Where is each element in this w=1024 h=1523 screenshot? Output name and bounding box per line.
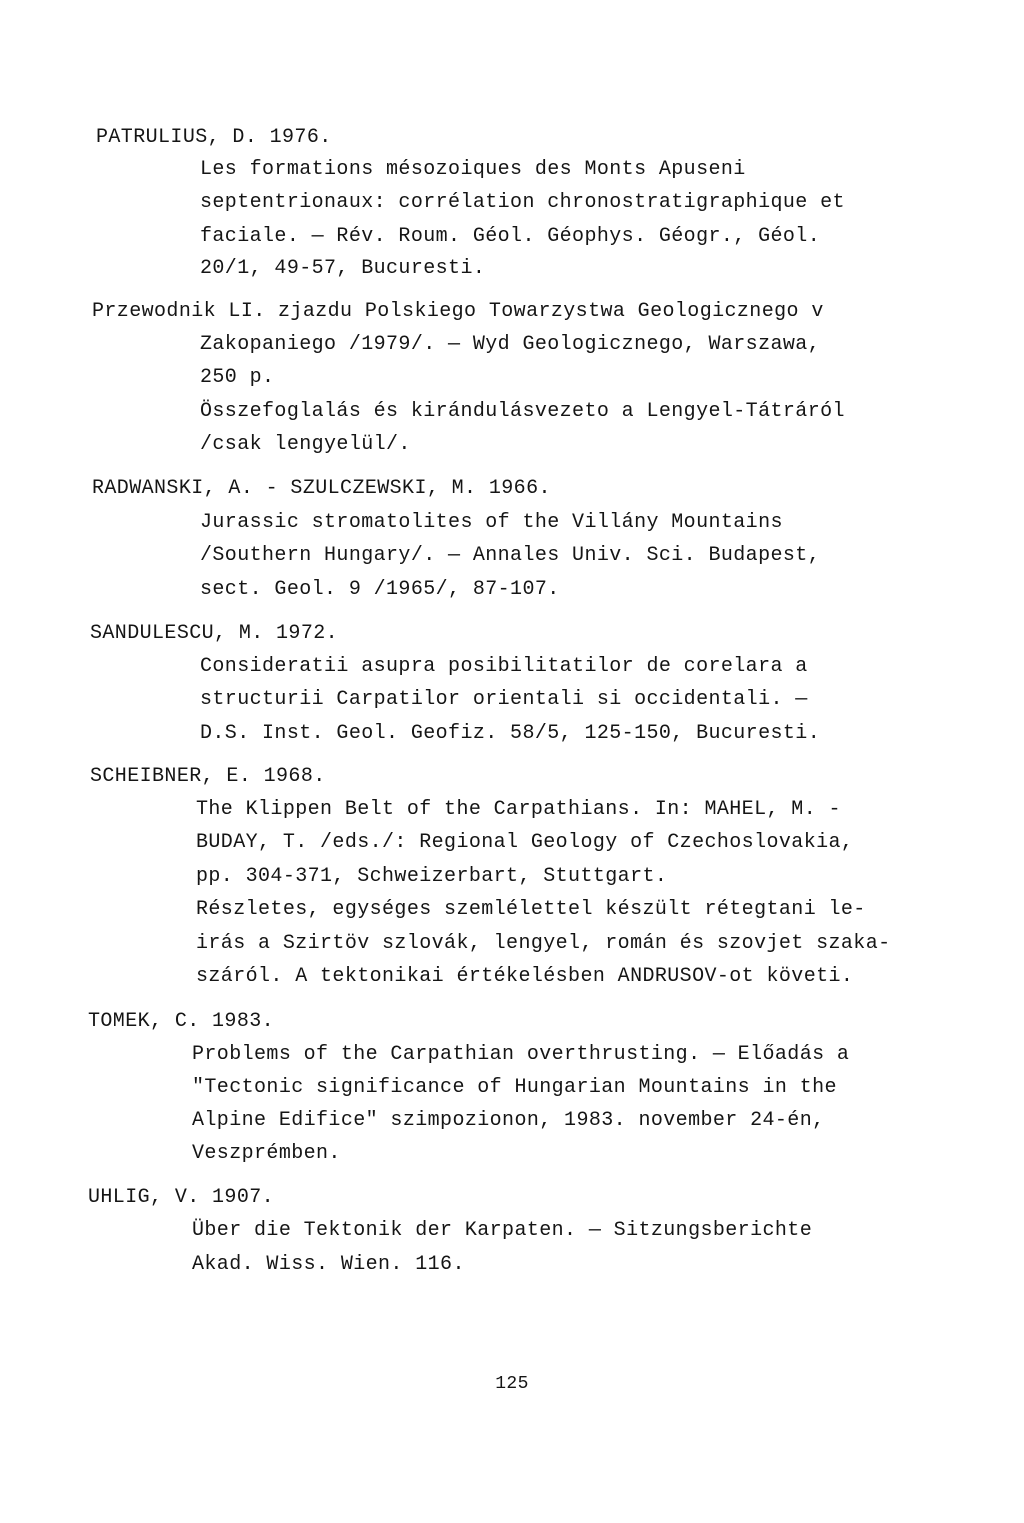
reference-line: pp. 304-371, Schweizerbart, Stuttgart. — [196, 865, 668, 888]
reference-author: PATRULIUS, D. 1976. — [96, 126, 332, 149]
reference-author: Przewodnik LI. zjazdu Polskiego Towarzystwa Geologicznego v — [92, 300, 824, 323]
reference-line: Problems of the Carpathian overthrusting. — Előadás a — [192, 1043, 850, 1066]
reference-annotation: Részletes, egységes szemlélettel készült rétegtani le- — [196, 898, 866, 921]
reference-author: SANDULESCU, M. 1972. — [90, 622, 339, 645]
reference-line: The Klippen Belt of the Carpathians. In: MAHEL, M. - — [196, 798, 841, 821]
reference-line: faciale. — Rév. Roum. Géol. Géophys. Géogr., Géol. — [200, 225, 821, 248]
reference-author: TOMEK, C. 1983. — [88, 1010, 275, 1033]
reference-line: structurii Carpatilor orientali si occidentali. — — [200, 688, 808, 711]
reference-author: SCHEIBNER, E. 1968. — [90, 765, 326, 788]
reference-line: septentrionaux: corrélation chronostratigraphique et — [200, 191, 845, 214]
reference-annotation: irás a Szirtöv szlovák, lengyel, román és szovjet szaka- — [196, 932, 891, 955]
reference-line: Akad. Wiss. Wien. 116. — [192, 1253, 465, 1276]
reference-line: Über die Tektonik der Karpaten. — Sitzungsberichte — [192, 1219, 813, 1242]
reference-line: Zakopaniego /1979/. — Wyd Geologicznego, Warszawa, — [200, 333, 821, 356]
reference-line: Összefoglalás és kirándulásvezeto a Lengyel-Tátráról — [200, 400, 845, 423]
reference-line: /csak lengyelül/. — [200, 433, 411, 456]
page-number: 125 — [495, 1374, 529, 1394]
reference-line: Consideratii asupra posibilitatilor de corelara a — [200, 655, 808, 678]
reference-annotation: száról. A tektonikai értékelésben ANDRUSOV-ot követi. — [196, 965, 854, 988]
reference-line: sect. Geol. 9 /1965/, 87-107. — [200, 578, 560, 601]
reference-line: 250 p. — [200, 366, 275, 389]
reference-line: 20/1, 49-57, Bucuresti. — [200, 257, 486, 280]
reference-line: /Southern Hungary/. — Annales Univ. Sci. Budapest, — [200, 544, 821, 567]
reference-line: Veszprémben. — [192, 1142, 341, 1165]
reference-author: RADWANSKI, A. - SZULCZEWSKI, M. 1966. — [92, 477, 551, 500]
reference-line: Jurassic stromatolites of the Villány Mountains — [200, 511, 783, 534]
reference-author: UHLIG, V. 1907. — [88, 1186, 275, 1209]
reference-line: D.S. Inst. Geol. Geofiz. 58/5, 125-150, Bucuresti. — [200, 722, 821, 745]
reference-line: Les formations mésozoiques des Monts Apuseni — [200, 158, 746, 181]
reference-line: Alpine Edifice" szimpozionon, 1983. november 24-én, — [192, 1109, 825, 1132]
reference-line: "Tectonic significance of Hungarian Mountains in the — [192, 1076, 837, 1099]
reference-line: BUDAY, T. /eds./: Regional Geology of Czechoslovakia, — [196, 831, 854, 854]
